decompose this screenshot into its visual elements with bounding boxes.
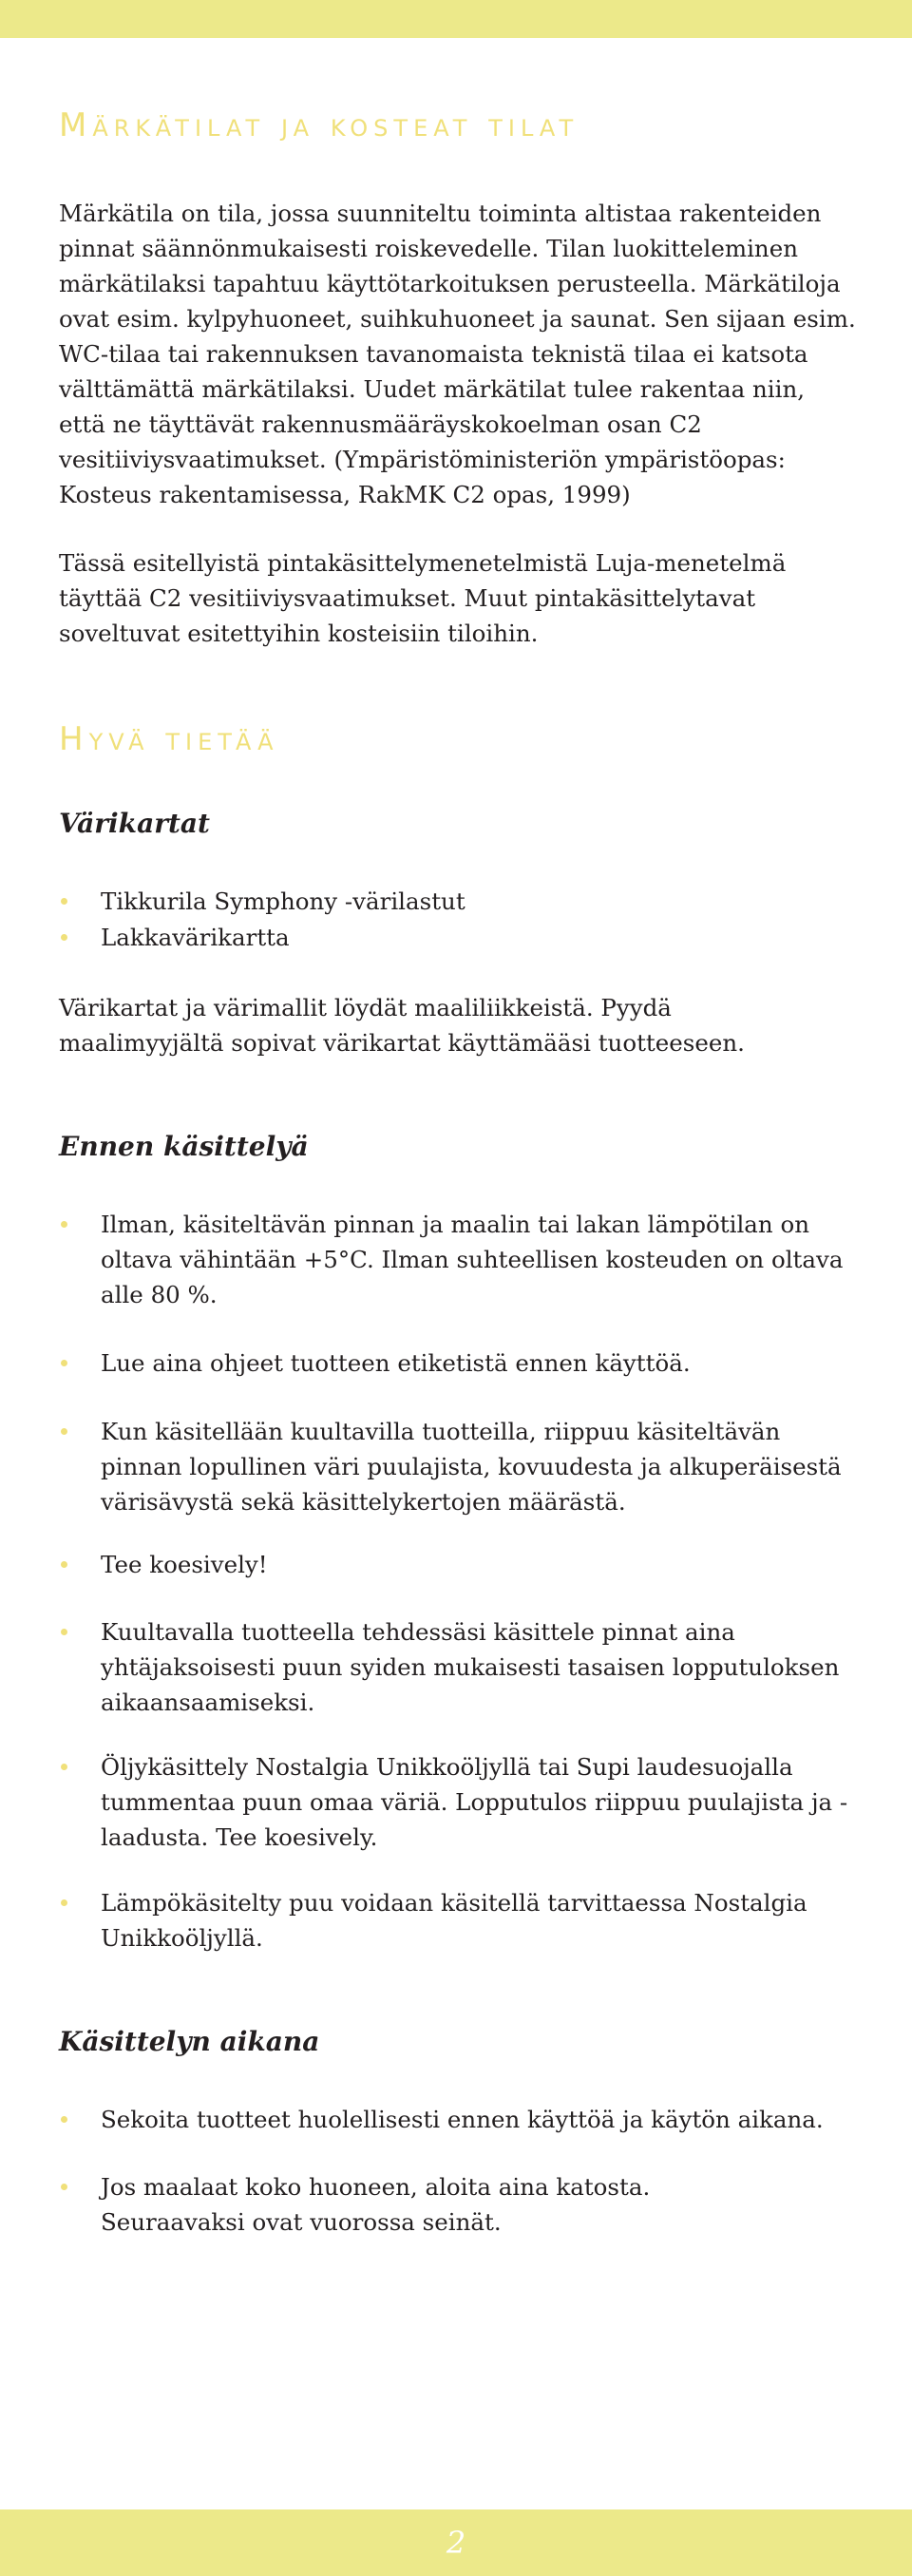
bullet-icon [61, 934, 67, 941]
page-number: 2 [446, 2525, 466, 2561]
bullet-icon [61, 898, 67, 905]
bullet-icon [61, 1899, 67, 1906]
top-color-band [0, 0, 912, 38]
bullet-icon [61, 2116, 67, 2123]
bullet-icon [61, 1221, 67, 1228]
bullet-icon [61, 1764, 67, 1770]
intro-paragraph-2: Tässä esitellyistä pintakäsittelymenetelmistä Luja-menetelmä täyttää C2 vesitiiviysvaatimukset. Muut pintakäsittelytavat soveltuvat esitettyihin kosteisiin tiloihin. [59, 549, 787, 647]
bullet-icon [61, 2184, 67, 2190]
color-charts-paragraph: Värikartat ja värimallit löydät maaliliikkeistä. Pyydä maalimyyjältä sopivat värikartat käyttämääsi tuotteeseen. [59, 994, 745, 1057]
subheading-color-charts: Värikartat [59, 808, 210, 839]
subheading-before-treatment: Ennen käsittelyä [59, 1131, 309, 1162]
bullet-icon [61, 1428, 67, 1435]
section-heading-wet-rooms: Märkätilat ja kosteat tilat [59, 106, 580, 144]
bullet-icon [61, 1561, 67, 1568]
section-heading-good-to-know: Hyvä tietää [59, 720, 279, 758]
bullet-icon [61, 1360, 67, 1366]
intro-paragraph: Märkätila on tila, jossa suunniteltu toiminta altistaa rakenteiden pinnat säännönmukaisesti roiskevedelle. Tilan luokitteleminen märkätilaksi tapahtuu käyttötarkoituksen perusteella. Märkätiloja ovat esim. kylpyhuoneet, suihkuhuoneet ja saunat. Sen sijaan esim. WC-tilaa tai rakennuksen tavanomaista teknistä tilaa ei katsota välttämättä märkätilaksi. Uudet märkätilat tulee rakentaa niin, että ne täyttävät rakennusmääräyskokoelman osan C2 vesitiiviysvaatimukset. (Ympäristöministeriön ympäristöopas: Kosteus rakentamisessa, RakMK C2 opas, 1999) [59, 200, 856, 508]
bullet-icon [61, 1629, 67, 1635]
subheading-during-treatment: Käsittelyn aikana [59, 2026, 320, 2057]
